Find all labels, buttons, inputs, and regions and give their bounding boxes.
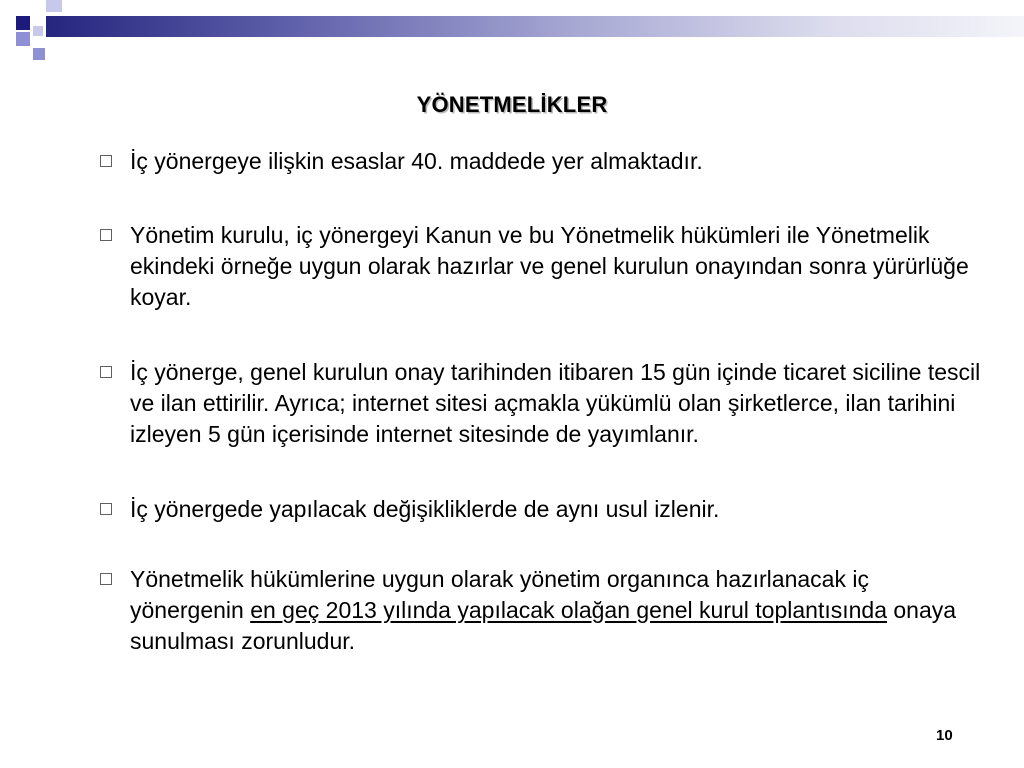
list-item: [96, 220, 986, 313]
bullet-text-after: onaya sunulması zorunludur.: [130, 597, 957, 654]
square-bullet-icon: [100, 573, 112, 585]
bullet-text: Yönetim kurulu, iç yönergeyi Kanun ve bu Yönetmelik hükümleri ile Yönetmelik ekindeki örneğe uygun olarak hazırlar ve genel kurulun onayından sonra yürürlüğe koyar.: [130, 222, 969, 310]
bullet-text: İç yönergeye ilişkin esaslar 40. maddede yer almaktadır.: [130, 148, 703, 174]
bullet-text: İç yönergede yapılacak değişikliklerde de aynı usul izlenir.: [130, 496, 720, 522]
decor-square-navy: [16, 16, 30, 30]
square-bullet-icon: [100, 503, 112, 515]
list-item: [96, 146, 986, 177]
page-title: YÖNETMELİKLER: [416, 92, 608, 117]
header-decoration: [0, 0, 1024, 64]
decor-square-lavender: [46, 0, 62, 12]
bullet-list: [96, 146, 986, 657]
header-gradient-bar: [46, 16, 1024, 37]
bullet-text-underlined: en geç 2013 yılında yapılacak olağan genel kurul toplantısında: [250, 597, 887, 623]
decor-square-periwinkle: [33, 48, 45, 60]
list-item: [96, 564, 986, 657]
bullet-text-before: Yönetmelik hükümlerine uygun olarak yönetim organınca hazırlanacak iç yönergenin: [130, 566, 869, 623]
list-item: [96, 357, 986, 450]
decor-square-lavender: [33, 26, 43, 36]
decor-square-periwinkle: [16, 32, 30, 46]
bullet-text: İç yönerge, genel kurulun onay tarihinden itibaren 15 gün içinde ticaret siciline tescil ve ilan ettirilir. Ayrıca; internet sitesi açmakla yükümlü olan şirketlerce, ilan tarihini izleyen 5 gün içerisinde internet sitesinde de yayımlanır.: [130, 359, 981, 447]
square-bullet-icon: [100, 229, 112, 241]
square-bullet-icon: [100, 366, 112, 378]
page-number: 10: [936, 727, 953, 744]
list-item: [96, 494, 986, 525]
square-bullet-icon: [100, 155, 112, 167]
